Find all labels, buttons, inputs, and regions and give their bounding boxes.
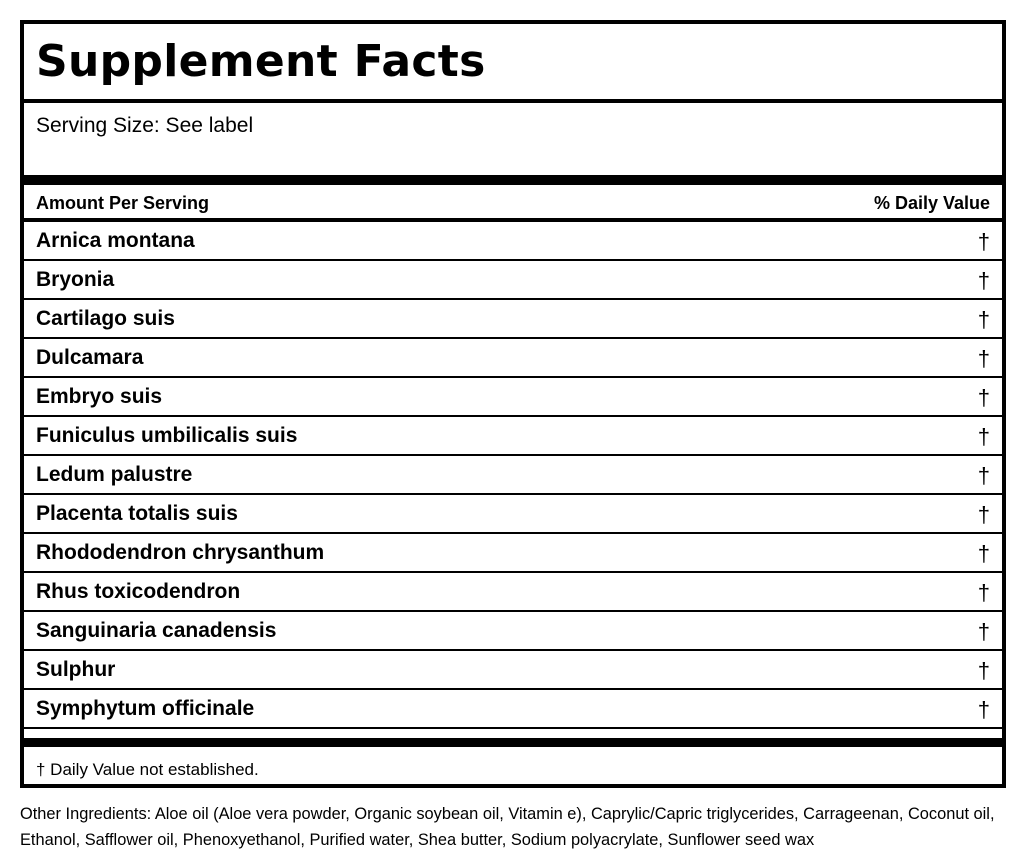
ingredient-name: Bryonia	[36, 268, 115, 291]
daily-value-dagger: †	[977, 502, 990, 527]
daily-value-dagger: †	[977, 385, 990, 410]
ingredient-name: Dulcamara	[36, 346, 144, 369]
thick-divider-bottom	[24, 738, 1002, 747]
ingredient-name: Rhododendron chrysanthum	[36, 541, 325, 564]
amount-per-serving-header: Amount Per Serving	[36, 193, 210, 213]
ingredient-name: Sanguinaria canadensis	[36, 619, 277, 642]
ingredient-row	[24, 534, 1002, 573]
daily-value-dagger: †	[977, 658, 990, 683]
daily-value-dagger: †	[977, 463, 990, 488]
ingredient-row	[24, 339, 1002, 378]
ingredient-row	[24, 651, 1002, 690]
daily-value-header: % Daily Value	[873, 193, 990, 213]
ingredient-name: Embryo suis	[36, 385, 163, 408]
ingredient-row	[24, 300, 1002, 339]
ingredient-row	[24, 690, 1002, 729]
ingredient-row	[24, 456, 1002, 495]
ingredient-row	[24, 417, 1002, 456]
panel-title: Supplement Facts	[36, 36, 486, 87]
daily-value-dagger: †	[977, 229, 990, 254]
supplement-facts-panel	[20, 20, 1006, 788]
daily-value-dagger: †	[977, 268, 990, 293]
ingredient-name: Ledum palustre	[36, 463, 193, 486]
spacer	[24, 729, 1002, 738]
daily-value-dagger: †	[977, 697, 990, 722]
ingredient-row	[24, 378, 1002, 417]
serving-block	[24, 103, 1002, 175]
title-block	[24, 24, 1002, 103]
ingredient-name: Sulphur	[36, 658, 116, 681]
daily-value-dagger: †	[977, 541, 990, 566]
ingredient-row	[24, 612, 1002, 651]
ingredient-rows	[24, 222, 1002, 729]
ingredient-row	[24, 573, 1002, 612]
ingredient-name: Rhus toxicodendron	[36, 580, 241, 603]
footnote: † Daily Value not established.	[36, 760, 259, 779]
ingredient-name: Funiculus umbilicalis suis	[36, 424, 298, 447]
ingredient-name: Cartilago suis	[36, 307, 175, 330]
ingredient-row	[24, 222, 1002, 261]
thick-divider	[24, 175, 1002, 185]
serving-size: Serving Size: See label	[36, 114, 254, 137]
column-header-row	[24, 185, 1002, 222]
daily-value-dagger: †	[977, 424, 990, 449]
ingredient-name: Arnica montana	[36, 229, 195, 252]
daily-value-dagger: †	[977, 580, 990, 605]
ingredient-row	[24, 261, 1002, 300]
other-ingredients: Other Ingredients: Aloe oil (Aloe vera powder, Organic soybean oil, Vitamin e), Caprylic/Capric triglycerides, Carrageenan, Coconut oil, Ethanol, Safflower oil, Phenoxyethanol, Purified water, Shea butter, Sodium polyacrylate, Sunflower seed wax	[20, 805, 995, 849]
daily-value-dagger: †	[977, 307, 990, 332]
ingredient-name: Placenta totalis suis	[36, 502, 238, 525]
ingredient-row	[24, 495, 1002, 534]
daily-value-dagger: †	[977, 346, 990, 371]
daily-value-dagger: †	[977, 619, 990, 644]
ingredient-name: Symphytum officinale	[36, 697, 255, 720]
footnote-block	[24, 747, 1002, 788]
